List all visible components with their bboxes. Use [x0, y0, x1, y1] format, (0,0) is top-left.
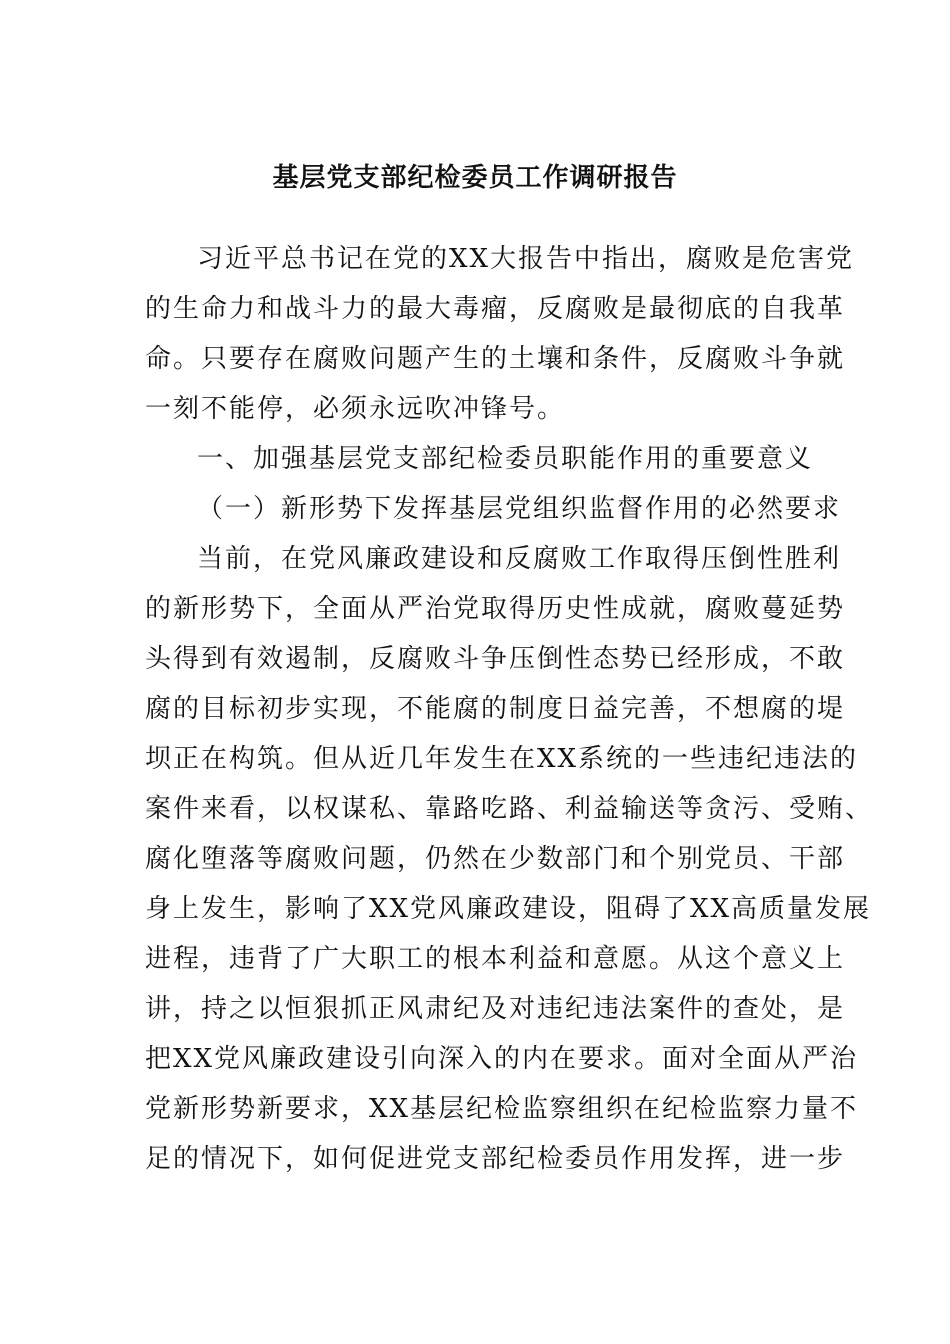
- paragraph-line: 的生命力和战斗力的最大毒瘤，反腐败是最彻底的自我革: [145, 294, 846, 324]
- paragraph-line: 习近平总书记在党的XX大报告中指出，腐败是危害党: [197, 244, 855, 274]
- paragraph-line: 案件来看，以权谋私、靠路吃路、利益输送等贪污、受贿、: [145, 794, 874, 824]
- paragraph-line: 头得到有效遏制，反腐败斗争压倒性态势已经形成，不敢: [145, 644, 846, 674]
- paragraph-line: 讲，持之以恒狠抓正风肃纪及对违纪违法案件的查处，是: [145, 994, 846, 1024]
- paragraph-line: 腐的目标初步实现，不能腐的制度日益完善，不想腐的堤: [145, 694, 846, 724]
- paragraph-line: 身上发生，影响了XX党风廉政建设，阻碍了XX高质量发展: [145, 894, 872, 924]
- paragraph-line: 把XX党风廉政建设引向深入的内在要求。面对全面从严治: [145, 1044, 859, 1074]
- paragraph-line: 党新形势新要求，XX基层纪检监察组织在纪检监察力量不: [145, 1094, 859, 1124]
- document-body: [145, 234, 874, 1184]
- paragraph-line: 坝正在构筑。但从近几年发生在XX系统的一些违纪违法的: [145, 744, 859, 774]
- subsection-heading: （一）新形势下发挥基层党组织监督作用的必然要求: [197, 494, 842, 524]
- paragraph-line: 进程，违背了广大职工的根本利益和意愿。从这个意义上: [145, 944, 846, 974]
- paragraph-line: 的新形势下，全面从严治党取得历史性成就，腐败蔓延势: [145, 594, 846, 624]
- paragraph-line: 一刻不能停，必须永远吹冲锋号。: [145, 394, 566, 424]
- paragraph-line: 当前，在党风廉政建设和反腐败工作取得压倒性胜利: [197, 544, 842, 574]
- paragraph-line: 命。只要存在腐败问题产生的土壤和条件，反腐败斗争就: [145, 344, 846, 374]
- document-title: 基层党支部纪检委员工作调研报告: [272, 163, 678, 193]
- paragraph-line: 腐化堕落等腐败问题，仍然在少数部门和个别党员、干部: [145, 844, 846, 874]
- paragraph-line: 足的情况下，如何促进党支部纪检委员作用发挥，进一步: [145, 1144, 846, 1174]
- section-heading: 一、加强基层党支部纪检委员职能作用的重要意义: [197, 444, 814, 474]
